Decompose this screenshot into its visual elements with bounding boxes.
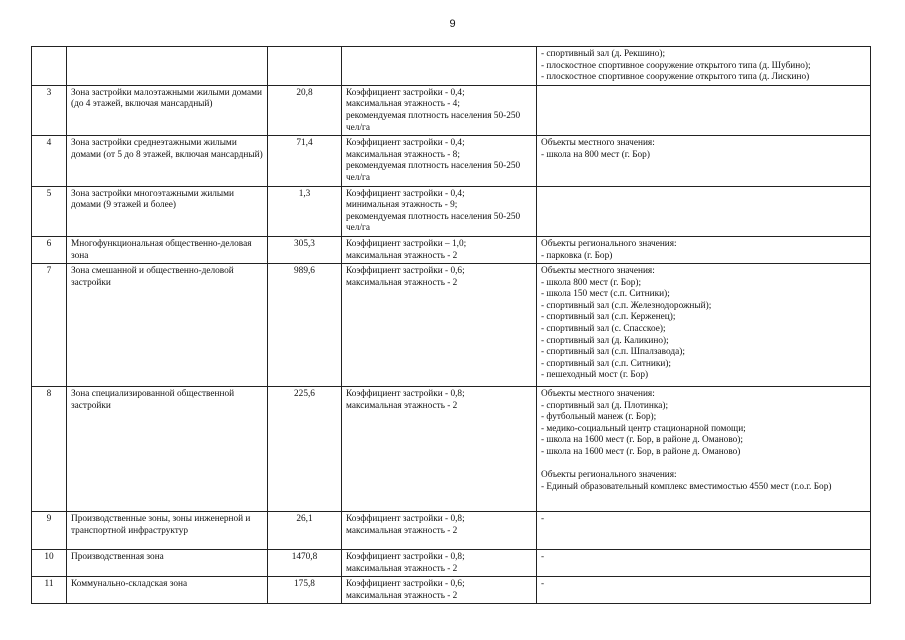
zone-area: 1470,8 — [268, 550, 342, 577]
planned-objects: Объекты регионального значения: - парковка (г. Бор) — [537, 236, 871, 263]
zone-area: 305,3 — [268, 236, 342, 263]
planned-objects: Объекты местного значения: - спортивный зал (д. Плотинка); - футбольный манеж (г. Бор); - медико-социальный центр стационарной помощи; - школа на 1600 мест (г. Бор, в районе д. Оманово); - школа на 1600 мест (г. Бор, в районе д. Оманово) Объекты регионального значения: - Единый образовательный комплекс вместимостью 4550 мест (г.о.г. Бор) — [537, 387, 871, 512]
row-number: 10 — [32, 550, 67, 577]
row-number: 3 — [32, 85, 67, 135]
zone-parameters: Коэффициент застройки - 0,6; максимальная этажность - 2 — [342, 577, 537, 604]
zones-table — [31, 46, 871, 604]
planned-objects: - — [537, 577, 871, 604]
table-row — [32, 85, 871, 135]
zone-name: Зона смешанной и общественно-деловой застройки — [67, 264, 268, 387]
zone-name: Многофункциональная общественно-деловая зона — [67, 236, 268, 263]
zone-name: Зона застройки многоэтажными жилыми домами (9 этажей и более) — [67, 186, 268, 236]
row-number: 7 — [32, 264, 67, 387]
table-row — [32, 186, 871, 236]
planned-objects: - — [537, 512, 871, 550]
table-row — [32, 550, 871, 577]
row-number: 8 — [32, 387, 67, 512]
page-number: 9 — [449, 18, 456, 30]
zone-name: Коммунально-складская зона — [67, 577, 268, 604]
table-row — [32, 136, 871, 186]
planned-objects: - спортивный зал (д. Рекшино); - плоскостное спортивное сооружение открытого типа (д. Шубино); - плоскостное спортивное сооружение открытого типа (д. Лискино) — [537, 47, 871, 86]
zone-name: Зона специализированной общественной застройки — [67, 387, 268, 512]
table-row — [32, 577, 871, 604]
planned-objects: - — [537, 550, 871, 577]
zone-name: Зона застройки малоэтажными жилыми домами (до 4 этажей, включая мансардный) — [67, 85, 268, 135]
row-number: 11 — [32, 577, 67, 604]
zone-area: 989,6 — [268, 264, 342, 387]
zone-parameters: Коэффициент застройки - 0,4; максимальная этажность - 4; рекомендуемая плотность населения 50-250 чел/га — [342, 85, 537, 135]
zone-parameters: Коэффициент застройки - 0,4; максимальная этажность - 8; рекомендуемая плотность населения 50-250 чел/га — [342, 136, 537, 186]
zone-area — [268, 47, 342, 86]
row-number: 4 — [32, 136, 67, 186]
planned-objects — [537, 85, 871, 135]
table-row — [32, 236, 871, 263]
table-row — [32, 264, 871, 387]
row-number: 5 — [32, 186, 67, 236]
zone-parameters — [342, 47, 537, 86]
table-row — [32, 47, 871, 86]
zone-area: 20,8 — [268, 85, 342, 135]
row-number: 6 — [32, 236, 67, 263]
zone-parameters: Коэффициент застройки - 0,8; максимальная этажность - 2 — [342, 387, 537, 512]
zone-parameters: Коэффициент застройки - 0,4; минимальная этажность - 9; рекомендуемая плотность населения 50-250 чел/га — [342, 186, 537, 236]
zone-area: 71,4 — [268, 136, 342, 186]
zone-name: Производственные зоны, зоны инженерной и транспортной инфраструктур — [67, 512, 268, 550]
zone-name: Производственная зона — [67, 550, 268, 577]
table-row — [32, 512, 871, 550]
zone-area: 26,1 — [268, 512, 342, 550]
row-number: 9 — [32, 512, 67, 550]
zone-area: 1,3 — [268, 186, 342, 236]
zone-parameters: Коэффициент застройки - 0,8; максимальная этажность - 2 — [342, 512, 537, 550]
zone-parameters: Коэффициент застройки - 0,8; максимальная этажность - 2 — [342, 550, 537, 577]
planned-objects: Объекты местного значения: - школа 800 мест (г. Бор); - школа 150 мест (с.п. Ситники); - спортивный зал (с.п. Железнодорожный); - спортивный зал (с.п. Керженец); - спортивный зал (с. Спасское); - спортивный зал (д. Каликино); - спортивный зал (с.п. Шпалзавода); - спортивный зал (с.п. Ситники); - пешеходный мост (г. Бор) — [537, 264, 871, 387]
planned-objects: Объекты местного значения: - школа на 800 мест (г. Бор) — [537, 136, 871, 186]
zone-area: 225,6 — [268, 387, 342, 512]
planned-objects — [537, 186, 871, 236]
zone-parameters: Коэффициент застройки - 0,6; максимальная этажность - 2 — [342, 264, 537, 387]
zone-name: Зона застройки среднеэтажными жилыми домами (от 5 до 8 этажей, включая мансардный) — [67, 136, 268, 186]
zone-name — [67, 47, 268, 86]
zone-area: 175,8 — [268, 577, 342, 604]
zone-parameters: Коэффициент застройки – 1,0; максимальная этажность - 2 — [342, 236, 537, 263]
table-row — [32, 387, 871, 512]
row-number — [32, 47, 67, 86]
